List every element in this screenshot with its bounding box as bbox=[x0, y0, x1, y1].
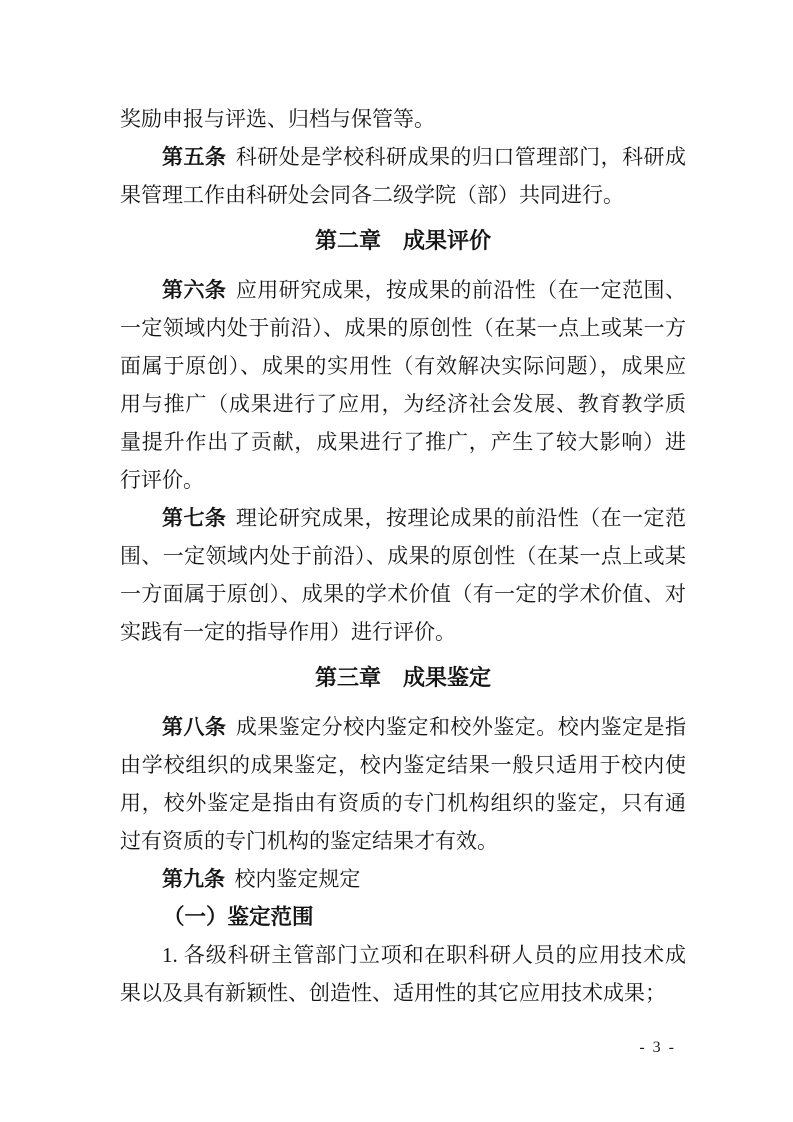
article-8-text: 成果鉴定分校内鉴定和校外鉴定。校内鉴定是指由学校组织的成果鉴定，校内鉴定结果一般只适用于校内使用，校外鉴定是指由有资质的专门机构组织的鉴定，只有通过有资质的专门机构的鉴定结果才有效。 bbox=[120, 715, 687, 853]
article-6-paragraph bbox=[120, 271, 686, 499]
numbered-item-1: 1. 各级科研主管部门立项和在职科研人员的应用技术成果以及具有新颖性、创造性、适用性的其它应用技术成果； bbox=[120, 943, 686, 1005]
article-8-paragraph bbox=[120, 708, 686, 860]
chapter-3-heading: 第三章 成果鉴定 bbox=[314, 665, 491, 690]
article-9-paragraph bbox=[120, 860, 686, 898]
article-7-paragraph bbox=[120, 499, 686, 651]
article-7-text: 理论研究成果，按理论成果的前沿性（在一定范围、一定领域内处于前沿）、成果的原创性（在某一点上或某一方面属于原创）、成果的学术价值（有一定的学术价值、对实践有一定的指导作用）进行评价。 bbox=[120, 506, 687, 644]
chapter-2-heading: 第二章 成果评价 bbox=[314, 228, 491, 253]
article-6-number: 第六条 bbox=[162, 278, 227, 302]
article-9-number: 第九条 bbox=[162, 867, 225, 891]
document-body bbox=[120, 100, 686, 1012]
article-6-text: 应用研究成果，按成果的前沿性（在一定范围、一定领域内处于前沿）、成果的原创性（在某一点上或某一方面属于原创）、成果的实用性（有效解决实际问题），成果应用与推广（成果进行了应用，为经济社会发展、教育教学质量提升作出了贡献，成果进行了推广，产生了较大影响）进行评价。 bbox=[120, 278, 687, 492]
article-5-number: 第五条 bbox=[162, 145, 227, 169]
article-9-text: 校内鉴定规定 bbox=[234, 867, 361, 891]
article-8-number: 第八条 bbox=[162, 715, 227, 739]
article-5-paragraph bbox=[120, 138, 686, 214]
paragraph-continuation: 奖励申报与评选、归档与保管等。 bbox=[120, 107, 435, 131]
article-7-number: 第七条 bbox=[162, 506, 227, 530]
appraisal-scope-subheading: （一）鉴定范围 bbox=[163, 905, 314, 929]
article-5-text: 科研处是学校科研成果的归口管理部门，科研成果管理工作由科研处会同各二级学院（部）共同进行。 bbox=[120, 145, 687, 207]
page-number: - 3 - bbox=[639, 1039, 676, 1056]
